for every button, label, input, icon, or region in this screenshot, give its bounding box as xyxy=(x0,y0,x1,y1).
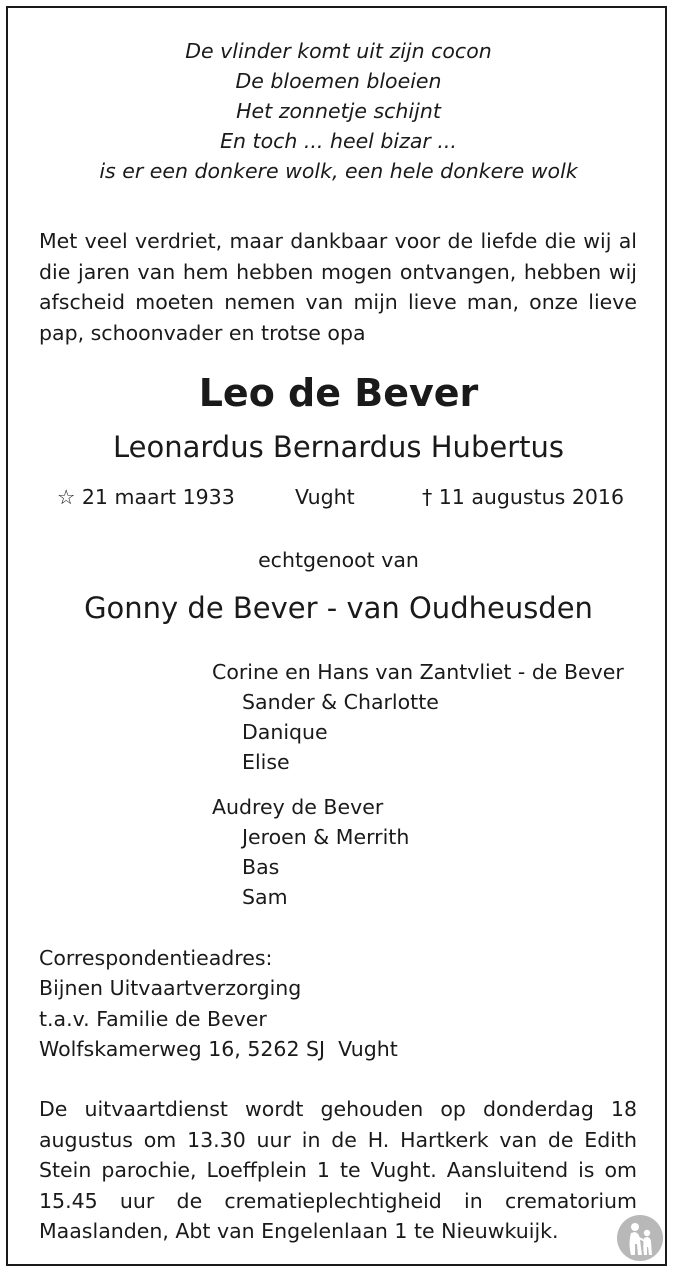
family-child: Danique xyxy=(242,720,328,744)
poem-line: is er een donkere wolk, een hele donkere wolk xyxy=(99,159,578,183)
poem-line: Het zonnetje schijnt xyxy=(236,99,441,123)
family-parents: Corine en Hans van Zantvliet - de Bever xyxy=(212,660,624,684)
spouse-label: echtgenoot van xyxy=(258,548,419,572)
address-line: Bijnen Uitvaartverzorging xyxy=(39,976,302,1001)
family-child: Sander & Charlotte xyxy=(242,690,439,714)
address-line: Correspondentieadres: xyxy=(39,946,273,970)
spouse-name: Gonny de Bever - van Oudheusden xyxy=(84,591,593,625)
announcement-border xyxy=(6,6,667,1266)
deceased-full-name: Leonardus Bernardus Hubertus xyxy=(113,430,564,464)
poem-line: De vlinder komt uit zijn cocon xyxy=(185,39,492,63)
poem-line: De bloemen bloeien xyxy=(235,69,442,93)
family-child: Bas xyxy=(242,855,280,879)
poem xyxy=(0,36,677,186)
correspondence-address xyxy=(39,943,398,1064)
memorial-logo-icon xyxy=(616,1214,664,1262)
family-group xyxy=(212,657,624,777)
family-parents: Audrey de Bever xyxy=(212,795,384,819)
family-group xyxy=(212,792,409,912)
poem-line: En toch ... heel bizar ... xyxy=(220,129,457,153)
intro-text: Met veel verdriet, maar dankbaar voor de liefde die wij al die jaren van hem hebben mogen ontvangen, hebben wij afscheid moeten nemen van mijn lieve man, onze lieve pap, schoonvader en trotse opa xyxy=(39,229,637,345)
address-line: t.a.v. Familie de Bever xyxy=(39,1006,267,1031)
service-details: De uitvaartdienst wordt gehouden op donderdag 18 augustus om 13.30 uur in de H. Hartkerk van de Edith Stein parochie, Loeffplein 1 te Vught. Aansluitend is om 15.45 uur de crematieplechtigheid in crematorium Maaslanden, Abt van Engelenlaan 1 te Nieuwkuijk. xyxy=(39,1097,637,1243)
death-date: † 11 augustus 2016 xyxy=(422,485,625,509)
address-line: Wolfskamerweg 16, 5262 SJ Vught xyxy=(39,1036,398,1061)
birth-date: ☆ 21 maart 1933 xyxy=(57,485,235,509)
family-child: Elise xyxy=(242,750,290,774)
family-child: Jeroen & Merrith xyxy=(242,825,410,849)
family-child: Sam xyxy=(242,885,288,909)
deceased-name: Leo de Bever xyxy=(198,371,479,415)
place: Vught xyxy=(295,485,355,509)
